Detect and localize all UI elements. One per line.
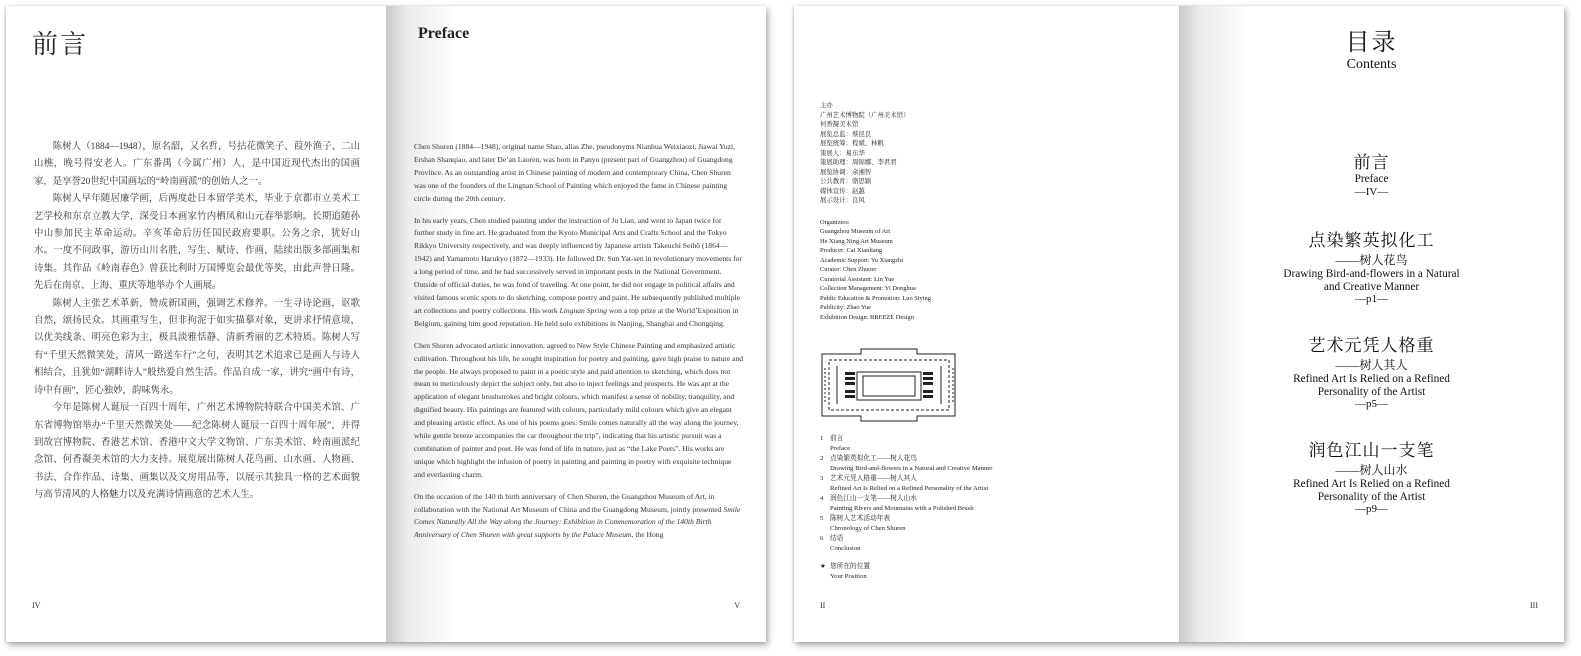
credit-line: Collection Management: Yi Donghua bbox=[820, 285, 916, 292]
contents-entry: 前言 Preface —IV— bbox=[1353, 153, 1390, 198]
artwork-title: Lingnan Spring bbox=[559, 305, 607, 315]
credit-line: 展览统筹：程斌、林帆 bbox=[820, 140, 884, 147]
preface-en-body bbox=[414, 141, 744, 551]
contents-entry: 润色江山一支笔 ——树人山水 Refined Art Is Relied on a Refined Personality of the Artist —p9— bbox=[1293, 441, 1450, 516]
credit-line: Public Education & Promotion: Luo Siying bbox=[820, 294, 931, 302]
page-subtitle: Contents bbox=[1346, 57, 1397, 72]
list-item: 2 点染繁英拟化工——树人花鸟 Drawing Bird-and-flowers in a Natural and Creative Manner bbox=[820, 455, 993, 472]
credit-line: 展示设计：良风 bbox=[820, 197, 865, 204]
credit-line: Publicity: Zhao Yue bbox=[820, 304, 871, 311]
credit-line: Producer: Cai Xianliang bbox=[820, 247, 883, 254]
contents-page bbox=[1179, 6, 1564, 642]
paragraph: Chen Shuren (1884—1948), original name Shao, alias Zhe, pseudonyms Nianhua Weixiaozi, Jiawai Yuzi, Ershan Shanqiao, and later De’an Laoren, was born in Panyu (present part of Guangzhou) of Guangdong Province. As an outstanding artist in Chinese painting of modern and contemporary China, Chen Shuren was one of the founders of the Lingnan School of Painting which enjoyed the fame in Chinese painting circle during the 20th century. bbox=[414, 142, 736, 203]
credit-line: 主办 bbox=[820, 102, 833, 109]
list-item: 6 结语 Conclusion bbox=[820, 535, 861, 552]
credit-line: Curator: Chen Zhuoer bbox=[820, 266, 877, 273]
credit-line: Curatorial Assistant: Lin Yue bbox=[820, 275, 895, 283]
list-item: 4 润色江山一支笔——树人山水 Painting Rivers and Mountains with a Polished Brush bbox=[820, 495, 974, 512]
credit-line: 媒体宣传：赵越 bbox=[820, 187, 865, 195]
credit-line: He Xiang Ning Art Museum bbox=[820, 237, 893, 245]
credit-line: 广州艺术博物院（广州美术馆） bbox=[820, 111, 910, 119]
credits-block bbox=[820, 101, 931, 322]
contents-entry: 点染繁英拟化工 ——树人花鸟 Drawing Bird-and-flowers in a Natural and Creative Manner —p1— bbox=[1283, 231, 1460, 306]
paragraph: On the occasion of the 140 th birth anniversary of Chen Shuren, the Guangzhou Museum of Art, in collaboration with the National Art Museum of China and the Guangdong Museum, jointly presented Smile Comes Naturally All the Way along the Journey: Exhibition in Commemoration of the 140th Birth Anniversary of Chen Shuren with great supports by the Palace Museum, the Hong bbox=[414, 491, 741, 540]
credit-line: 展览协调：余湘智 bbox=[820, 168, 872, 176]
page-number: II bbox=[820, 601, 826, 610]
list-item: 3 艺术元凭人格重——树人其人 Refined Art Is Relied on a Refined Personality of the Artist bbox=[820, 475, 989, 492]
credit-line: Exhibition Design: BREEZE Design bbox=[820, 313, 914, 321]
list-item: 5 陈树人艺术活动年表 Chronology of Chen Shuren bbox=[820, 515, 906, 532]
page-title: 前言 bbox=[32, 30, 89, 59]
paragraph: In his early years, Chen studied painting under the instruction of Ju Lian, and went to Japan twice for further study in fine art. He graduated from the Kyoto Municipal Arts and Crafts School and the Tokyo Rikkyo University respectively, and was deeply influenced by Japanese artists Takeuchi Seihō (1864—1942) and Yamamoto Harukyo (1872—1933). He followed Dr. Sun Yat-sen in revolutionary movements for a long period of time, and he had successively served in important posts in the National Government. Outside of official duties, he was fond of traveling. At one point, he did not engage in political affairs and visited famous scenic spots to do sketching, compose poetry and paint. He subsequently published multiple art collections and poetry collections. His work Lingnan Spring won a top prize at the World’Exposition in Belgium, gaining him good reputation. He held solo exhibitions in Nanjing, Shanghai and Chongqing. bbox=[414, 215, 742, 328]
credit-line: 何香凝美术馆 bbox=[820, 121, 859, 128]
preface-zh-body bbox=[34, 139, 360, 505]
floor-plan-map bbox=[819, 346, 959, 424]
credit-line: 策展人：易东华 bbox=[820, 149, 865, 157]
paragraph: 陈树人（1884—1948），原名韶，又名哲，号拈花微笑子、葭外渔子、二山山樵，晚号得安老人。广东番禺（今属广州）人，是中国近现代杰出的国画家，是享誉20世纪中国画坛的“岭南画派”的创始人之一。 bbox=[34, 142, 360, 187]
credit-line: Academic Support: Yu Xiangzhi bbox=[820, 256, 903, 264]
credit-line: Guangzhou Museum of Art bbox=[820, 228, 891, 235]
preface-zh-page bbox=[6, 6, 386, 642]
credit-line: 策展助理：周锦娜、李君君 bbox=[820, 159, 897, 166]
page-number: IV bbox=[32, 601, 41, 610]
section-list bbox=[820, 434, 993, 582]
left-spread bbox=[6, 6, 766, 642]
credits-page bbox=[794, 6, 1179, 642]
paragraph: 陈树人主张艺术革新，赞成新国画，强调艺术修养。一生寻诗论画，讴歌自然，颂扬民众。其画重写生，但非拘泥于如实描摹对象，更讲求抒情意境，以优美线条、明亮色彩为主，极具淡雅恬静、清新秀丽的艺术特质。陈树人写有“千里天然微笑处，清风一路送车行”之句，表明其艺术追求已是画人与诗人相结合，且犹如“湖畔诗人”般热爱自然生活。作品自成一家，讲究“画中有诗，诗中有画”，匠心独妙，韵味隽永。 bbox=[34, 298, 360, 396]
paragraph: 陈树人早年随居廉学画，后两度赴日本留学美术，毕业于京都市立美术工艺学校和东京立教大学，深受日本画家竹内栖凤和山元春举影响。长期追随孙中山参加民主革命运动。辛亥革命后历任国民政府要职。公务之余，犹好山水。一度不问政事，游历山川名胜，写生、赋诗、作画，陆续出版多部画集和诗集。其作品《岭南春色》曾获比利时万国博览会最优等奖，由此声誉日隆。先后在南京、上海、重庆等地举办个人画展。 bbox=[34, 194, 360, 292]
credit-line: 展览总监：蔡昆良 bbox=[820, 130, 872, 138]
contents-heading bbox=[1179, 22, 1564, 73]
paragraph: 今年是陈树人诞辰一百四十周年，广州艺术博物院特联合中国美术馆、广东省博物馆举办“千里天然微笑处——纪念陈树人诞辰一百四十周年展”，并得到故宫博物院、香港艺术馆、香港中文大学文物馆、广东美术馆、岭南画派纪念馆、何香凝美术馆的大力支持。展览展出陈树人花鸟画、山水画、人物画、书法、合作作品、诗集、画集以及文房用品等，以展示其独具一格的艺术面貌与高节清风的人格魅力以及充满诗情画意的艺术人生。 bbox=[34, 403, 360, 501]
contents-entry: 艺术元凭人格重 ——树人其人 Refined Art Is Relied on a Refined Personality of the Artist —p5— bbox=[1293, 336, 1450, 411]
page-title: 目录 bbox=[1345, 30, 1398, 56]
you-are-here-legend: ★ 您所在的位置 Your Position bbox=[820, 563, 871, 580]
paragraph: Chen Shuren advocated artistic innovation, agreed to New Style Chinese Painting and emphasized artistic cultivation. Throughout his life, he sought inspiration for poetry and painting, gave high praise to nature and the people. He always proposed to paint in a poetic style and paid attention to sketching, which does not mean to meticulously depict the subject only, but also to inject feelings and prospects. He was apt at the application of elegant brushstrokes and bright colours, which manifest a sense of nobility, tranquility, and dignified beauty. His paintings are featured with colours, particularly mild colours which give an elegant and pleasing artistic effect. As one of his poems goes: Smile comes naturally all the way along the journey, while gentle breeze accompanies the car throughout the trip”, indicating that his artistic pursuit was a combination of painter and poet. He was fond of life in nature, just as “the Lake Poets”. His works are unique which highlight the infusion of poetry in painting and painting in poetry with exquisite technique and everlasting charm. bbox=[414, 340, 744, 479]
list-item: 1 前言 Preface bbox=[820, 435, 851, 452]
page-title: Preface bbox=[418, 25, 470, 42]
preface-en-page bbox=[386, 6, 766, 642]
credit-line: 公共教育：骆思颖 bbox=[820, 178, 872, 185]
exhibition-title: Smile Comes Naturally All the Way along the Journey: Exhibition in Commemoration of the 140th Birth Anniversary of Chen Shuren with great supports by the Palace Museum bbox=[414, 504, 741, 540]
right-spread bbox=[794, 6, 1564, 642]
star-icon: ★ bbox=[820, 563, 826, 570]
credit-line: Organizers: bbox=[820, 218, 850, 226]
page-number: III bbox=[1530, 601, 1538, 610]
page-number: V bbox=[734, 601, 740, 610]
